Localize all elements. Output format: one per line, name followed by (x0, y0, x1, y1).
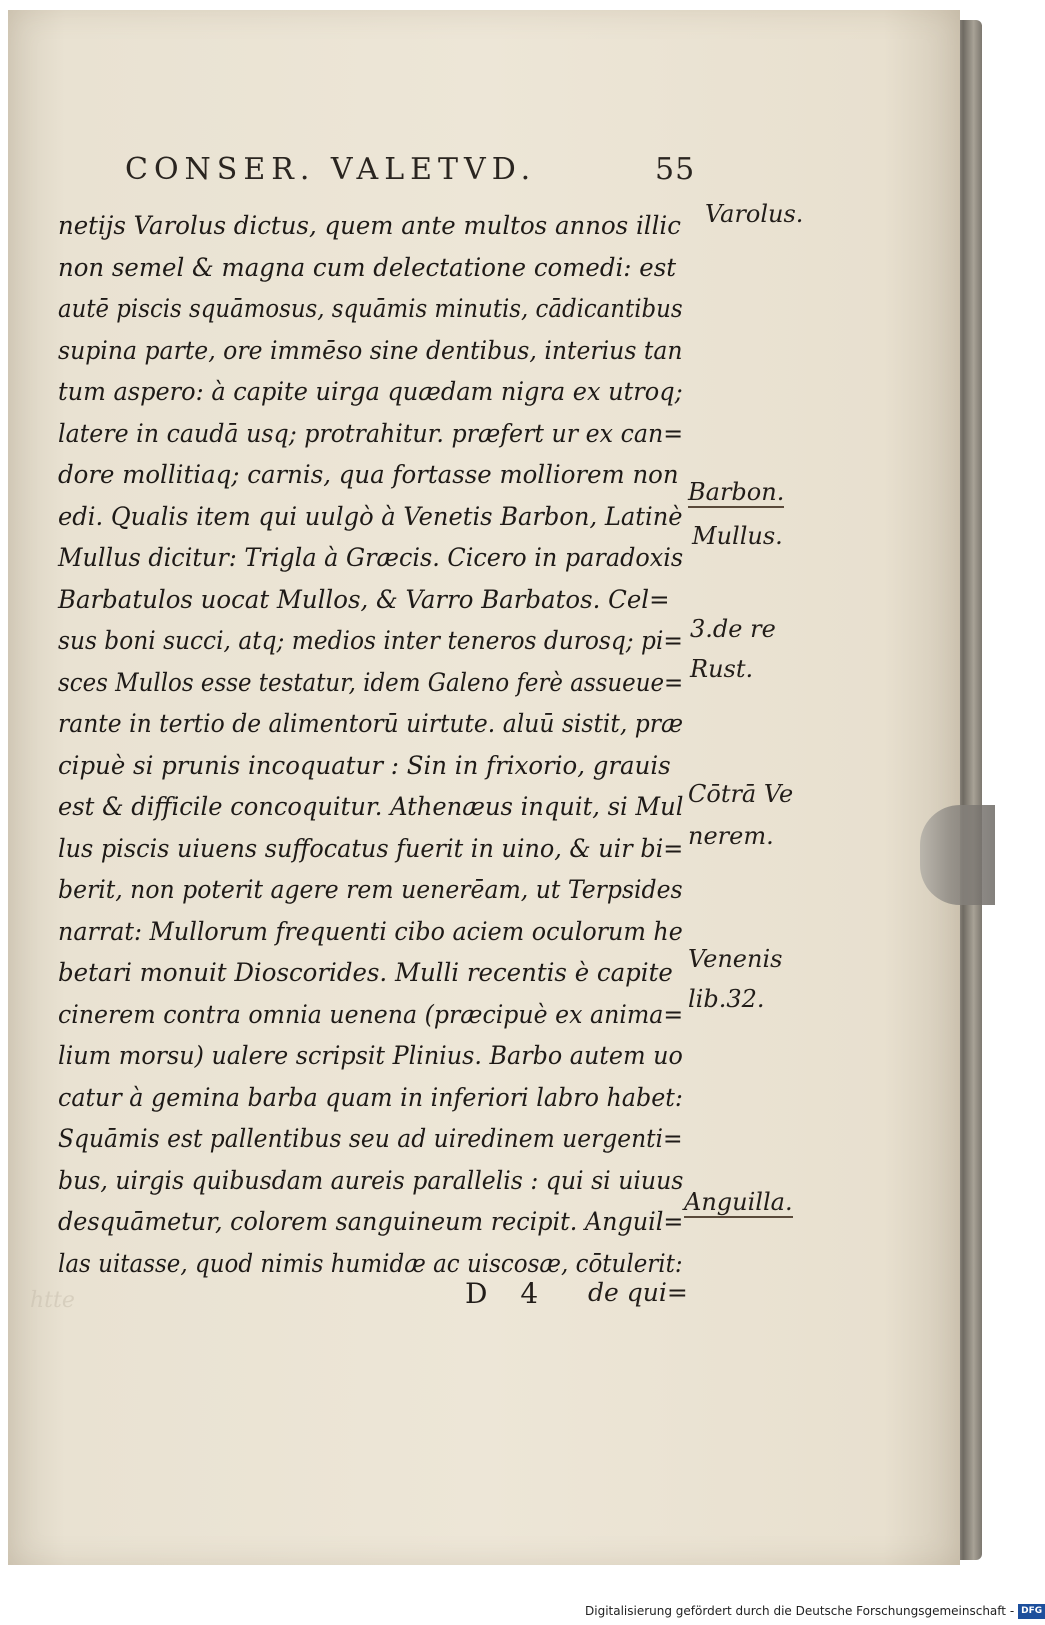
marginal-note-mullus: Mullus. (692, 522, 783, 550)
marginal-note-nerem: nerem. (688, 822, 774, 850)
text-line: est & difficile concoquitur. Athenæus inquit, si Mul (58, 792, 684, 821)
marginal-note-barbon: Barbon. (688, 478, 785, 506)
text-line: berit, non poterit agere rem uenerēam, ut Terpsides (58, 875, 683, 904)
main-text-block (58, 205, 698, 1284)
catchword: de qui= (588, 1278, 688, 1307)
text-line: rante in tertio de alimentorū uirtute. aluū sistit, præ (58, 709, 684, 738)
text-line: sces Mullos esse testatur, idem Galeno ferè assueue= (58, 667, 684, 697)
running-header (125, 152, 725, 187)
text-line: las uitasse, quod nimis humidæ ac uiscosæ, cōtulerit: (58, 1248, 683, 1278)
page-clip (920, 805, 995, 905)
dfg-logo: DFG (1018, 1604, 1045, 1619)
text-line: lium morsu) ualere scripsit Plinius. Barbo autem uo (58, 1041, 683, 1070)
marginal-note-venenis: Venenis (688, 945, 783, 973)
credit-text: Digitalisierung gefördert durch die Deutsche Forschungsgemeinschaft - (585, 1604, 1015, 1618)
text-line: Barbatulos uocat Mullos, & Varro Barbatos. Cel= (58, 584, 670, 614)
text-line: bus, uirgis quibusdam aureis parallelis : qui si uiuus (58, 1165, 684, 1195)
text-line: sus boni succi, atq; medios inter teneros durosq; pi= (58, 626, 683, 655)
text-line: cipuè si prunis incoquatur : Sin in frixorio, grauis (58, 750, 671, 780)
text-line: tum aspero: à capite uirga quædam nigra ex utroq; (58, 377, 683, 406)
marginal-note-anguilla: Anguilla. (684, 1188, 793, 1216)
show-through-text: htte (30, 1288, 75, 1313)
marginal-note-rust: Rust. (690, 655, 754, 683)
text-line: catur à gemina barba quam in inferiori labro habet: (58, 1082, 683, 1112)
text-line: cinerem contra omnia uenena (præcipuè ex anima= (58, 999, 684, 1029)
marginal-note-varolus: Varolus. (705, 200, 804, 228)
running-title: CONSER. VALETVD. (125, 152, 537, 187)
text-line: betari monuit Dioscorides. Mulli recentis è capite (58, 958, 673, 987)
text-line: dore mollitiaq; carnis, qua fortasse molliorem non (58, 460, 679, 489)
page-number: 55 (655, 152, 696, 187)
text-line: narrat: Mullorum frequenti cibo aciem oculorum he (58, 916, 683, 946)
text-line: Mullus dicitur: Trigla à Græcis. Cicero in paradoxis (58, 543, 684, 572)
text-line: desquāmetur, colorem sanguineum recipit. Anguil= (58, 1207, 684, 1236)
text-line: edi. Qualis item qui uulgò à Venetis Barbon, Latinè (58, 501, 683, 531)
signature-mark: D 4 (465, 1277, 551, 1310)
text-line: lus piscis uiuens suffocatus fuerit in uino, & uir bi= (58, 833, 684, 863)
marginal-note-contra-ve: Cōtrā Ve (688, 780, 794, 808)
text-line: supina parte, ore immēso sine dentibus, interius tan (58, 335, 683, 365)
marginal-note-de-re: 3.de re (690, 615, 776, 643)
text-line: autē piscis squāmosus, squāmis minutis, cādicantibus (58, 294, 683, 323)
text-line: netijs Varolus dictus, quem ante multos annos illic (58, 211, 681, 240)
marginal-note-lib32: lib.32. (688, 985, 765, 1013)
text-line: latere in caudā usq; protrahitur. præfert ur ex can= (58, 418, 684, 448)
text-line: Squāmis est pallentibus seu ad uiredinem uergenti= (58, 1124, 683, 1153)
text-line: non semel & magna cum delectatione comedi: est (58, 252, 677, 282)
digitization-credit (585, 1600, 1045, 1622)
